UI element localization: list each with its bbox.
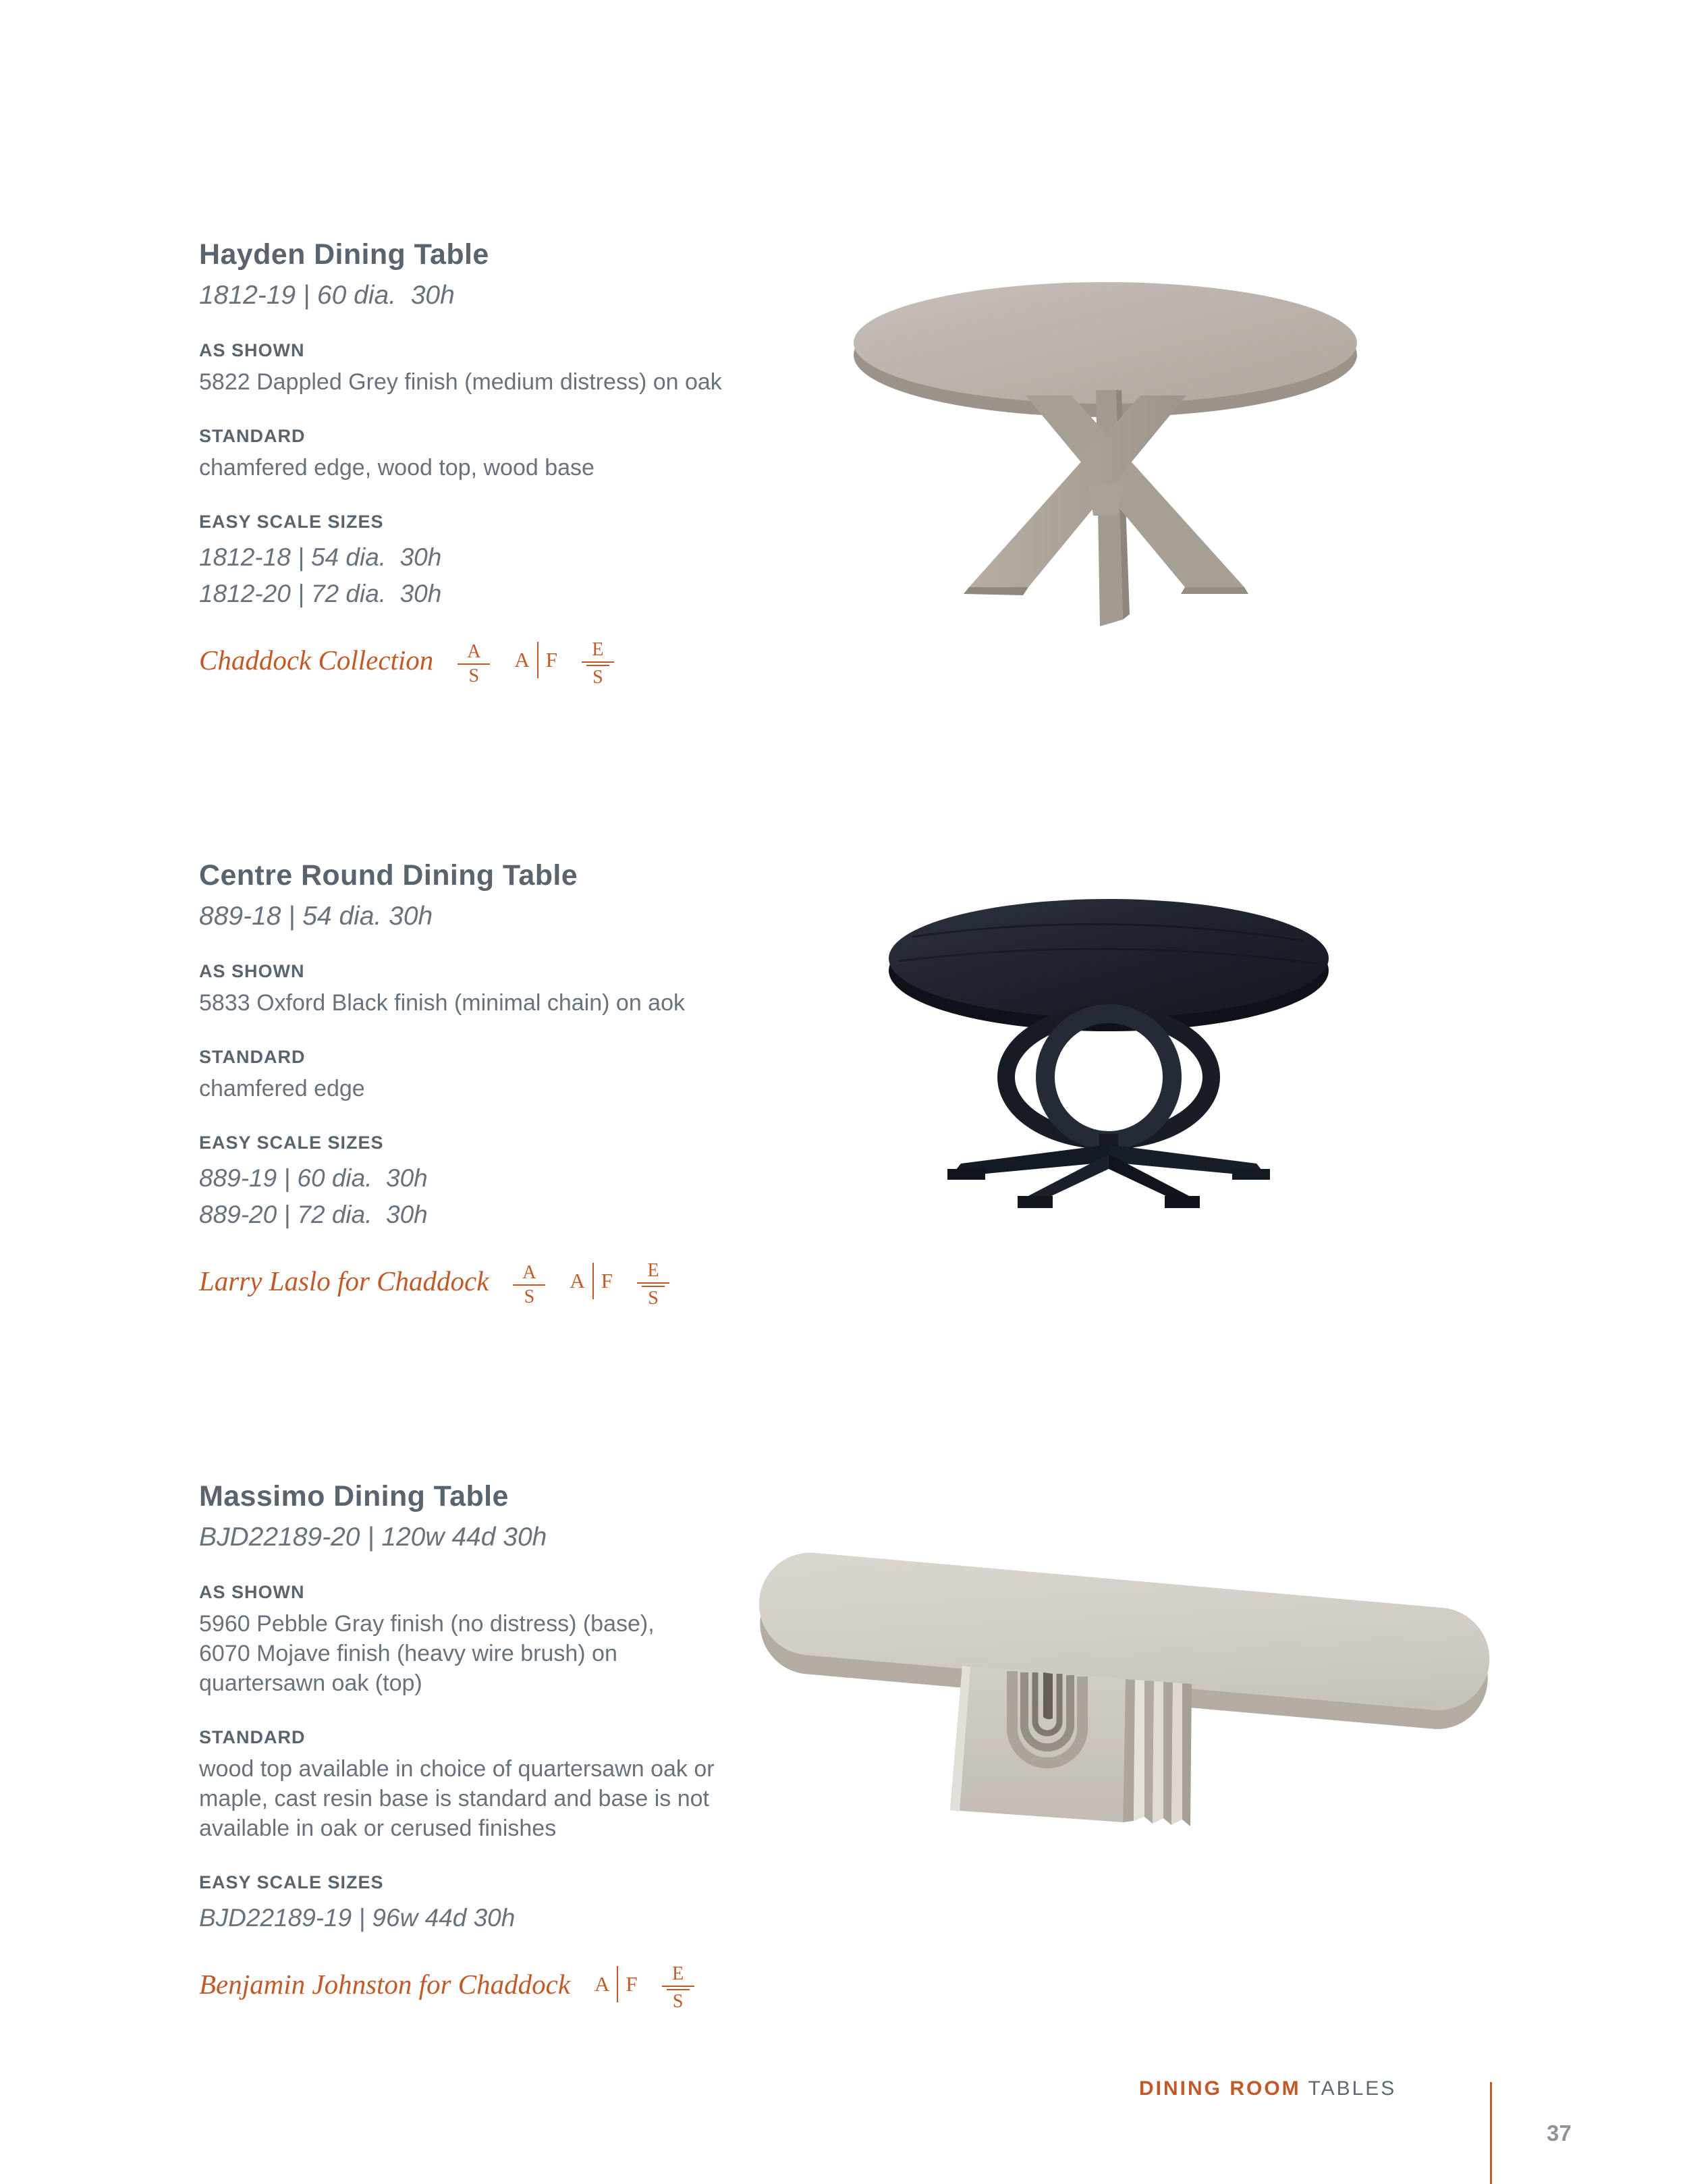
mark-letter: E	[647, 1260, 659, 1281]
mark-letter: E	[672, 1963, 684, 1984]
product-section-centre-round	[199, 858, 860, 1309]
as-shown-label: AS SHOWN	[199, 1582, 305, 1602]
fraction-rule	[458, 663, 490, 665]
size-line: 889-20 | 72 dia. 30h	[199, 1201, 428, 1228]
designer-name: Benjamin Johnston for Chaddock	[199, 1968, 571, 2000]
mark-letter: A	[514, 647, 530, 672]
footer-divider-rule	[1490, 2082, 1492, 2184]
standard-line: maple, cast resin base is standard and base is not	[199, 1786, 709, 1811]
product-section-hayden	[199, 238, 860, 688]
standard-line: chamfered edge	[199, 1076, 365, 1101]
mark-letter: A	[594, 1971, 610, 1996]
fraction-rule	[662, 1986, 694, 1987]
mark-letter: F	[545, 647, 557, 672]
fraction-rule	[513, 1284, 545, 1286]
mark-letter: A	[467, 640, 481, 662]
hayden-dining-table-photo	[849, 282, 1363, 630]
es-brand-icon	[582, 640, 614, 687]
mark-letter: S	[648, 1288, 659, 1309]
vertical-rule	[537, 642, 538, 678]
vertical-rule	[617, 1966, 618, 2002]
easy-scale-label: EASY SCALE SIZES	[199, 1872, 384, 1892]
size-line: BJD22189-19 | 96w 44d 30h	[199, 1904, 516, 1932]
fraction-rule	[637, 1282, 669, 1284]
designer-attribution	[199, 636, 860, 688]
designer-name: Larry Laslo for Chaddock	[199, 1265, 489, 1296]
product-sku: 1812-19 | 60 dia. 30h	[199, 281, 455, 310]
es-brand-icon	[637, 1261, 669, 1308]
standard-label: STANDARD	[199, 1047, 306, 1067]
as-shown-text	[199, 988, 860, 1018]
mark-letter: S	[592, 667, 603, 688]
as-brand-icon	[513, 1263, 545, 1307]
standard-line: chamfered edge, wood top, wood base	[199, 455, 594, 481]
footer-section-label	[1139, 2077, 1396, 2100]
product-title: Massimo Dining Table	[199, 1480, 509, 1512]
af-brand-icon	[594, 1966, 638, 2002]
as-shown-line: 5822 Dappled Grey finish (medium distress) on oak	[199, 369, 722, 395]
massimo-dining-table-photo	[748, 1546, 1512, 1844]
mark-letter: S	[468, 665, 480, 686]
standard-text	[199, 453, 860, 483]
easy-scale-sizes	[199, 539, 860, 612]
centre-round-dining-table-photo	[885, 896, 1332, 1208]
as-shown-label: AS SHOWN	[199, 340, 305, 360]
product-sku: BJD22189-20 | 120w 44d 30h	[199, 1523, 547, 1552]
product-sku: 889-18 | 54 dia. 30h	[199, 902, 433, 931]
designer-attribution	[199, 1257, 860, 1309]
fraction-rule-2	[586, 665, 609, 666]
standard-line: available in oak or cerused finishes	[199, 1816, 557, 1841]
fraction-rule-2	[642, 1286, 665, 1287]
as-shown-line: 5833 Oxford Black finish (minimal chain) on aok	[199, 990, 685, 1016]
standard-text	[199, 1074, 860, 1103]
fraction-rule-2	[667, 1989, 690, 1990]
mark-letter: E	[592, 639, 604, 660]
designer-name: Chaddock Collection	[199, 644, 434, 676]
af-brand-icon	[570, 1263, 613, 1299]
as-shown-line: 6070 Mojave finish (heavy wire brush) on	[199, 1641, 617, 1666]
es-brand-icon	[662, 1965, 694, 2011]
af-brand-icon	[514, 642, 557, 678]
mark-letter: F	[601, 1268, 613, 1292]
as-shown-text	[199, 367, 860, 397]
as-shown-line: 5960 Pebble Gray finish (no distress) (base),	[199, 1611, 655, 1637]
product-title: Centre Round Dining Table	[199, 859, 578, 892]
mark-letter: A	[570, 1268, 585, 1292]
as-shown-label: AS SHOWN	[199, 961, 305, 981]
standard-line: wood top available in choice of quartersawn oak or	[199, 1756, 715, 1782]
footer-category-suffix: TABLES	[1300, 2077, 1397, 2100]
as-brand-icon	[458, 640, 490, 686]
as-shown-line: quartersawn oak (top)	[199, 1670, 422, 1696]
mark-letter: S	[524, 1286, 535, 1307]
easy-scale-sizes	[199, 1900, 860, 1936]
standard-label: STANDARD	[199, 1727, 306, 1747]
standard-label: STANDARD	[199, 426, 306, 446]
designer-attribution	[199, 1961, 860, 2012]
mark-letter: S	[672, 1991, 684, 2012]
page-number: 37	[1547, 2121, 1572, 2146]
easy-scale-label: EASY SCALE SIZES	[199, 1132, 384, 1153]
mark-letter: A	[522, 1261, 536, 1283]
fraction-rule	[582, 661, 614, 663]
size-line: 889-19 | 60 dia. 30h	[199, 1164, 428, 1192]
footer-category: DINING ROOM	[1139, 2077, 1301, 2100]
easy-scale-label: EASY SCALE SIZES	[199, 512, 384, 532]
size-line: 1812-20 | 72 dia. 30h	[199, 580, 442, 607]
mark-letter: F	[626, 1971, 638, 1996]
easy-scale-sizes	[199, 1160, 860, 1233]
vertical-rule	[592, 1263, 594, 1299]
product-title: Hayden Dining Table	[199, 238, 489, 271]
size-line: 1812-18 | 54 dia. 30h	[199, 543, 442, 571]
